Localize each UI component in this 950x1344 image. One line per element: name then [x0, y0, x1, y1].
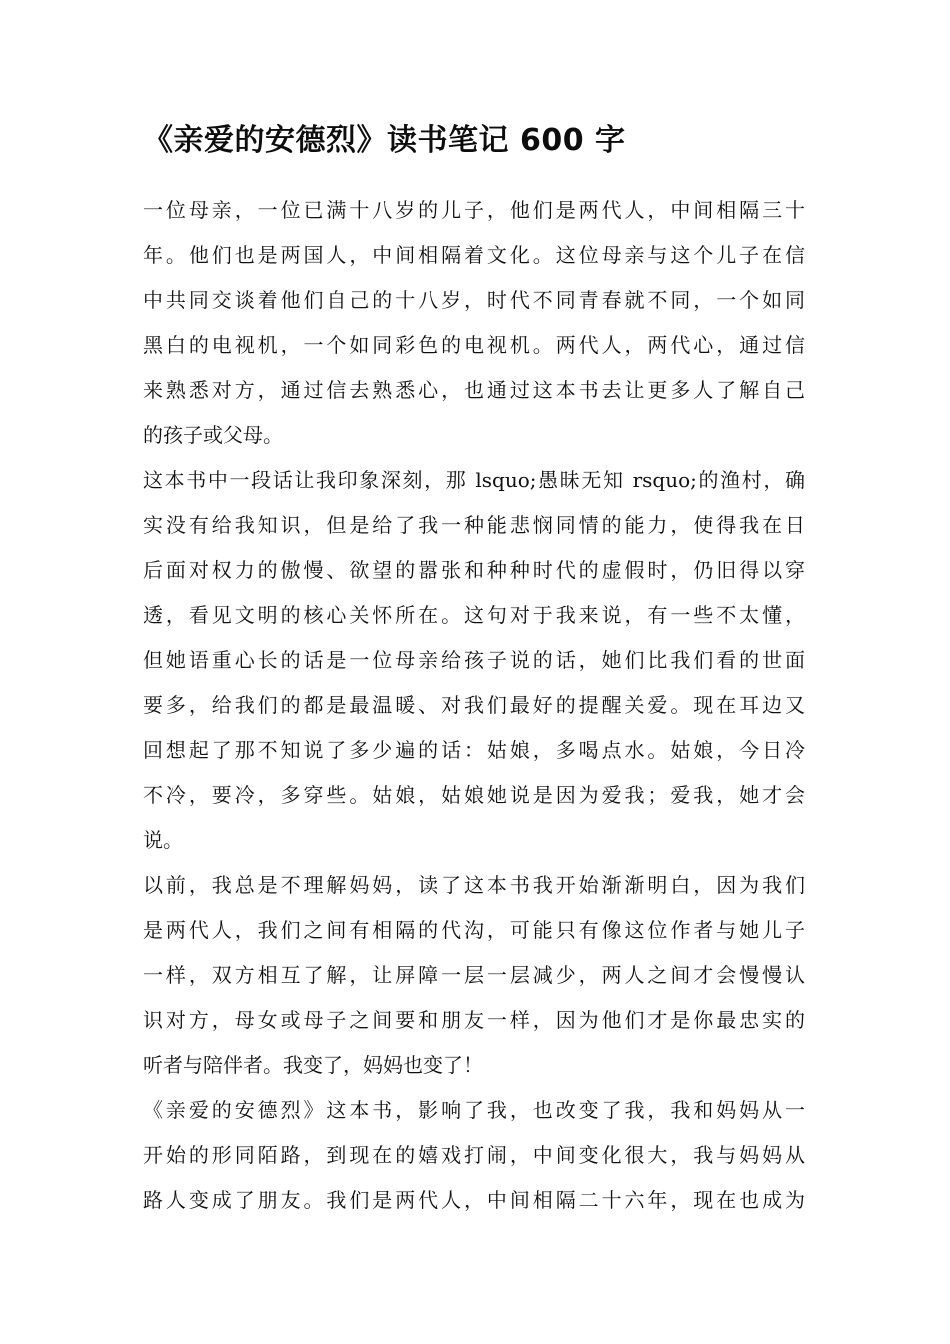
body-line: 回想起了那不知说了多少遍的话：姑娘，多喝点水。姑娘，今日冷 [143, 738, 805, 762]
body-line: 要多，给我们的都是最温暖、对我们最好的提醒关爱。现在耳边又 [143, 693, 805, 717]
body-line: 是两代人，我们之间有相隔的代沟，可能只有像这位作者与她儿子 [143, 918, 805, 942]
body-line: 不冷，要冷，多穿些。姑娘，姑娘她说是因为爱我；爱我，她才会 [143, 783, 805, 807]
body-line: 中共同交谈着他们自己的十八岁，时代不同青春就不同，一个如同 [143, 288, 805, 312]
body-line: 实没有给我知识，但是给了我一种能悲悯同情的能力，使得我在日 [143, 513, 805, 537]
body-line: 来熟悉对方，通过信去熟悉心，也通过这本书去让更多人了解自己 [143, 378, 805, 402]
body-line: 年。他们也是两国人，中间相隔着文化。这位母亲与这个儿子在信 [143, 243, 805, 267]
body-line: 路人变成了朋友。我们是两代人，中间相隔二十六年，现在也成为 [143, 1188, 805, 1212]
body-line: 以前，我总是不理解妈妈，读了这本书我开始渐渐明白，因为我们 [143, 873, 805, 897]
document-title: 《亲爱的安德烈》读书笔记 600 字 [143, 123, 626, 158]
body-line: 但她语重心长的话是一位母亲给孩子说的话，她们比我们看的世面 [143, 648, 805, 672]
body-line: 《亲爱的安德烈》这本书，影响了我，也改变了我，我和妈妈从一 [143, 1098, 805, 1122]
body-line: 识对方，母女或母子之间要和朋友一样，因为他们才是你最忠实的 [143, 1008, 805, 1032]
body-line: 开始的形同陌路，到现在的嬉戏打闹，中间变化很大，我与妈妈从 [143, 1143, 805, 1167]
body-line: 黑白的电视机，一个如同彩色的电视机。两代人，两代心，通过信 [143, 333, 805, 357]
body-line: 的孩子或父母。 [143, 423, 283, 447]
body-line: 一样，双方相互了解，让屏障一层一层减少，两人之间才会慢慢认 [143, 963, 805, 987]
body-line: 后面对权力的傲慢、欲望的嚣张和种种时代的虚假时，仍旧得以穿 [143, 558, 805, 582]
body-line: 听者与陪伴者。我变了，妈妈也变了！ [143, 1053, 483, 1077]
body-line: 透，看见文明的核心关怀所在。这句对于我来说，有一些不太懂， [143, 603, 805, 627]
body-line: 这本书中一段话让我印象深刻，那 lsquo;愚昧无知 rsquo;的渔村，确 [143, 468, 805, 492]
body-line: 一位母亲，一位已满十八岁的儿子，他们是两代人，中间相隔三十 [143, 198, 805, 222]
body-line: 说。 [143, 828, 183, 852]
